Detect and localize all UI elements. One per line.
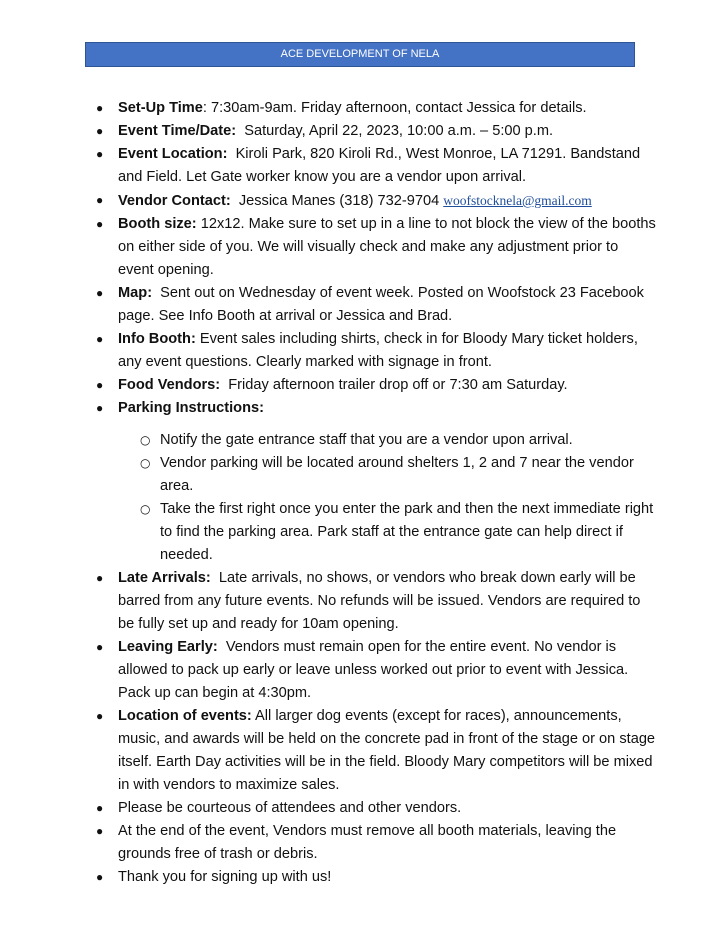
- list-item-booth-size: [96, 213, 656, 282]
- bullet-icon: ●: [96, 217, 104, 231]
- item-text: Jessica Manes (318) 732-9704: [238, 193, 444, 209]
- item-label: Location of events:: [118, 708, 252, 724]
- item-label: Late Arrivals:: [118, 570, 211, 586]
- item-text: Thank you for signing up with us!: [118, 869, 332, 885]
- header-title: ACE DEVELOPMENT OF NELA: [280, 48, 440, 60]
- circle-bullet-icon: ○: [140, 433, 151, 447]
- bullet-icon: ●: [96, 709, 104, 723]
- list-item-setup-time: ● Set-Up Time: 7:30am-9am. Friday afternoon, contact Jessica for details.: [96, 97, 656, 120]
- bullet-icon: ●: [96, 571, 104, 585]
- parking-sublist: [118, 429, 656, 567]
- bullet-icon: ●: [96, 124, 104, 138]
- item-label: Event Time/Date:: [118, 123, 237, 139]
- bullet-icon: ●: [96, 332, 104, 346]
- circle-bullet-icon: ○: [140, 502, 151, 516]
- bullet-icon: ●: [96, 870, 104, 884]
- item-label: Vendor Contact:: [118, 193, 231, 209]
- list-item-cleanup: [96, 820, 656, 866]
- bullet-icon: ●: [96, 401, 104, 415]
- bullet-icon: ●: [96, 101, 104, 115]
- bullet-icon: ●: [96, 286, 104, 300]
- item-text: 7:30am-9am. Friday afternoon, contact Jessica for details.: [211, 100, 587, 116]
- bullet-icon: ●: [96, 193, 104, 207]
- item-text: 12x12. Make sure to set up in a line to not block the view of the booths on either side of you. We will visually check and make any adjustment prior to event opening.: [118, 216, 656, 278]
- bullet-icon: ●: [96, 824, 104, 838]
- bullet-icon: ●: [96, 640, 104, 654]
- item-text: Vendors must remain open for the entire event. No vendor is allowed to pack up early or leave unless worked out prior to event with Jessica. Pack up can begin at 4:30pm.: [118, 639, 629, 701]
- list-item-map: [96, 282, 656, 328]
- list-item-location-of-events: [96, 705, 656, 797]
- list-item-info-booth: [96, 328, 656, 374]
- vendor-info-list: [96, 97, 656, 889]
- item-label: Map:: [118, 285, 153, 301]
- sub-list-item: ○ Take the first right once you enter the park and then the next immediate right to find the parking area. Park staff at the entrance gate can help direct if needed.: [118, 498, 656, 567]
- item-label: Set-Up Time: [118, 100, 203, 116]
- list-item-vendor-contact: [96, 189, 656, 213]
- list-item-parking: [96, 397, 656, 567]
- bullet-icon: ●: [96, 801, 104, 815]
- list-item-thank-you: [96, 866, 656, 889]
- item-text: At the end of the event, Vendors must remove all booth materials, leaving the grounds free of trash or debris.: [118, 823, 617, 862]
- list-item-late-arrivals: [96, 567, 656, 636]
- item-text: All larger dog events (except for races), announcements, music, and awards will be held on the concrete pad in front of the stage or on stage itself. Earth Day activities will be in the field. Bloody Mary competitors will be mixed in with vendors to maximize sales.: [118, 708, 656, 793]
- item-text: Friday afternoon trailer drop off or 7:30 am Saturday.: [228, 377, 568, 393]
- list-item-event-location: [96, 143, 656, 189]
- item-label: Booth size:: [118, 216, 197, 232]
- item-text: Saturday, April 22, 2023, 10:00 a.m. – 5:00 p.m.: [244, 123, 554, 139]
- list-item-leaving-early: [96, 636, 656, 705]
- circle-bullet-icon: ○: [140, 456, 151, 470]
- item-text: Please be courteous of attendees and other vendors.: [118, 800, 462, 816]
- item-text: Late arrivals, no shows, or vendors who break down early will be barred from any future events. No refunds will be issued. Vendors are required to be fully set up and ready for 10am opening.: [118, 570, 641, 632]
- item-label: Event Location:: [118, 146, 228, 162]
- bullet-icon: ●: [96, 378, 104, 392]
- header-banner: [85, 42, 635, 67]
- sub-list-item: ○ Notify the gate entrance staff that you are a vendor upon arrival.: [118, 429, 656, 452]
- item-label: Leaving Early:: [118, 639, 218, 655]
- bullet-icon: ●: [96, 147, 104, 161]
- sub-list-item: ○ Vendor parking will be located around shelters 1, 2 and 7 near the vendor area.: [118, 452, 656, 498]
- item-text: Sent out on Wednesday of event week. Posted on Woofstock 23 Facebook page. See Info Booth at arrival or Jessica and Brad.: [118, 285, 644, 324]
- item-text: Kiroli Park, 820 Kiroli Rd., West Monroe, LA 71291. Bandstand and Field. Let Gate worker know you are a vendor upon arrival.: [118, 146, 641, 185]
- email-link[interactable]: woofstocknela@gmail.com: [443, 193, 592, 208]
- item-label: Food Vendors:: [118, 377, 221, 393]
- list-item-courtesy: [96, 797, 656, 820]
- list-item-food-vendors: [96, 374, 656, 397]
- item-text: Event sales including shirts, check in for Bloody Mary ticket holders, any event questions. Clearly marked with signage in front.: [118, 331, 638, 370]
- item-label: Info Booth:: [118, 331, 196, 347]
- item-label: Parking Instructions:: [118, 400, 264, 416]
- list-item-event-time: [96, 120, 656, 143]
